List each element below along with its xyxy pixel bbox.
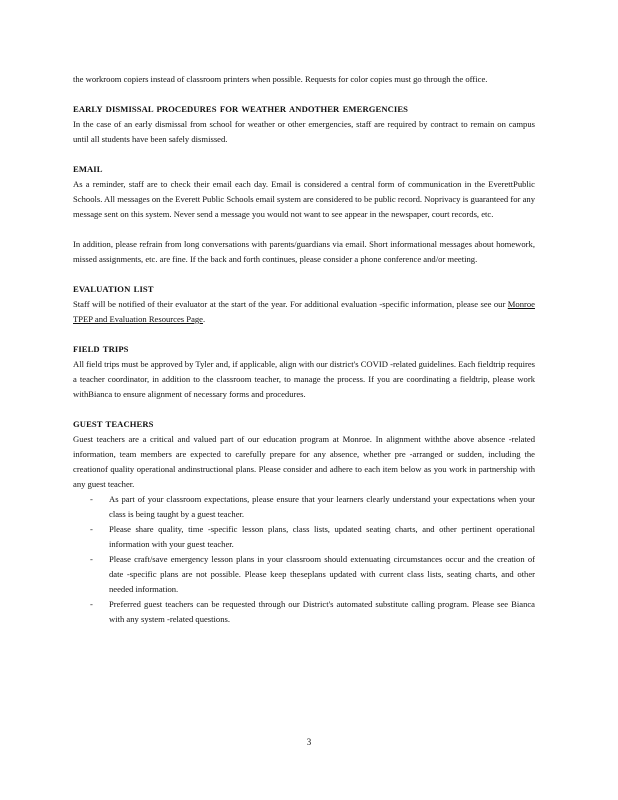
early-dismissal-paragraph: In the case of an early dismissal from school for weather or other emergencies, staff are required by contract to remain on campus until all students have been safely dismissed. [73,119,535,144]
field-trips-paragraph: All field trips must be approved by Tyler and, if applicable, align with our district's COVID -related guidelines. Each fieldtrip requires a teacher coordinator, in addition to the classroom teacher, to manage the process. If you are coordinating a fieldtrip, please work withBianca to ensure alignment of necessary forms and procedures. [73,359,535,399]
evaluation-resources-link[interactable]: Monroe TPEP and Evaluation Resources Page [73,299,535,324]
section-email [73,162,535,267]
section-field-trips [73,342,535,402]
list-item-text: Please craft/save emergency lesson plans in your classroom should extenuating circumstances occur and the creation of date -specific plans are not possible. Please keep theseplans updated with current class lists, seating charts, and other needed information. [109,554,535,594]
section-early-dismissal [73,102,535,147]
email-paragraph-1: As a reminder, staff are to check their email each day. Email is considered a central form of communication in the EverettPublic Schools. All messages on the Everett Public Schools email system are considered to be public record. Noprivacy is guaranteed for any message sent on this system. Never send a message you would not want to see appear in the newspaper, court records, etc. [73,179,535,219]
section-heading-evaluation: EVALUATION LIST [73,284,154,294]
section-heading-guest-teachers: GUEST TEACHERS [73,419,154,429]
section-evaluation [73,282,535,327]
section-heading-email: EMAIL [73,164,103,174]
evaluation-text: Staff will be notified of their evaluator at the start of the year. For additional evaluation -specific information, please see our [73,299,508,309]
email-paragraph-2: In addition, please refrain from long conversations with parents/guardians via email. Short informational messages about homework, missed assignments, etc. are fine. If the back and forth continues, please consider a phone conference and/or meeting. [73,239,535,264]
list-item [73,522,535,552]
section-guest-teachers [73,417,535,627]
list-item [73,597,535,627]
guest-teachers-list [73,492,535,627]
list-item-text: Preferred guest teachers can be requested through our District's automated substitute calling program. Please see Bianca with any system -related questions. [109,599,535,624]
bullet-dash: - [90,524,93,534]
section-heading-early-dismissal: EARLY DISMISSAL PROCEDURES FOR WEATHER ANDOTHER EMERGENCIES [73,104,409,114]
page-content [73,72,535,627]
evaluation-paragraph [73,297,535,327]
list-item [73,492,535,522]
bullet-dash: - [90,494,93,504]
guest-teachers-paragraph: Guest teachers are a critical and valued part of our education program at Monroe. In alignment withthe above absence -related information, team members are expected to carefully prepare for any absence, whether pre -arranged or sudden, including the creationof quality operational andinstructional plans. Please consider and adhere to each item below as you work in partnership with any guest teacher. [73,434,535,489]
intro-paragraph: the workroom copiers instead of classroom printers when possible. Requests for color copies must go through the office. [73,74,488,84]
evaluation-text-end: . [203,314,206,324]
bullet-dash: - [90,599,93,609]
list-item-text: Please share quality, time -specific lesson plans, class lists, updated seating charts, and other pertinent operational information with your guest teacher. [109,524,535,549]
bullet-dash: - [90,554,93,564]
page-number: 3 [306,737,312,747]
list-item-text: As part of your classroom expectations, please ensure that your learners clearly understand your expectations when your class is being taught by a guest teacher. [109,494,535,519]
list-item [73,552,535,597]
section-heading-field-trips: FIELD TRIPS [73,344,129,354]
